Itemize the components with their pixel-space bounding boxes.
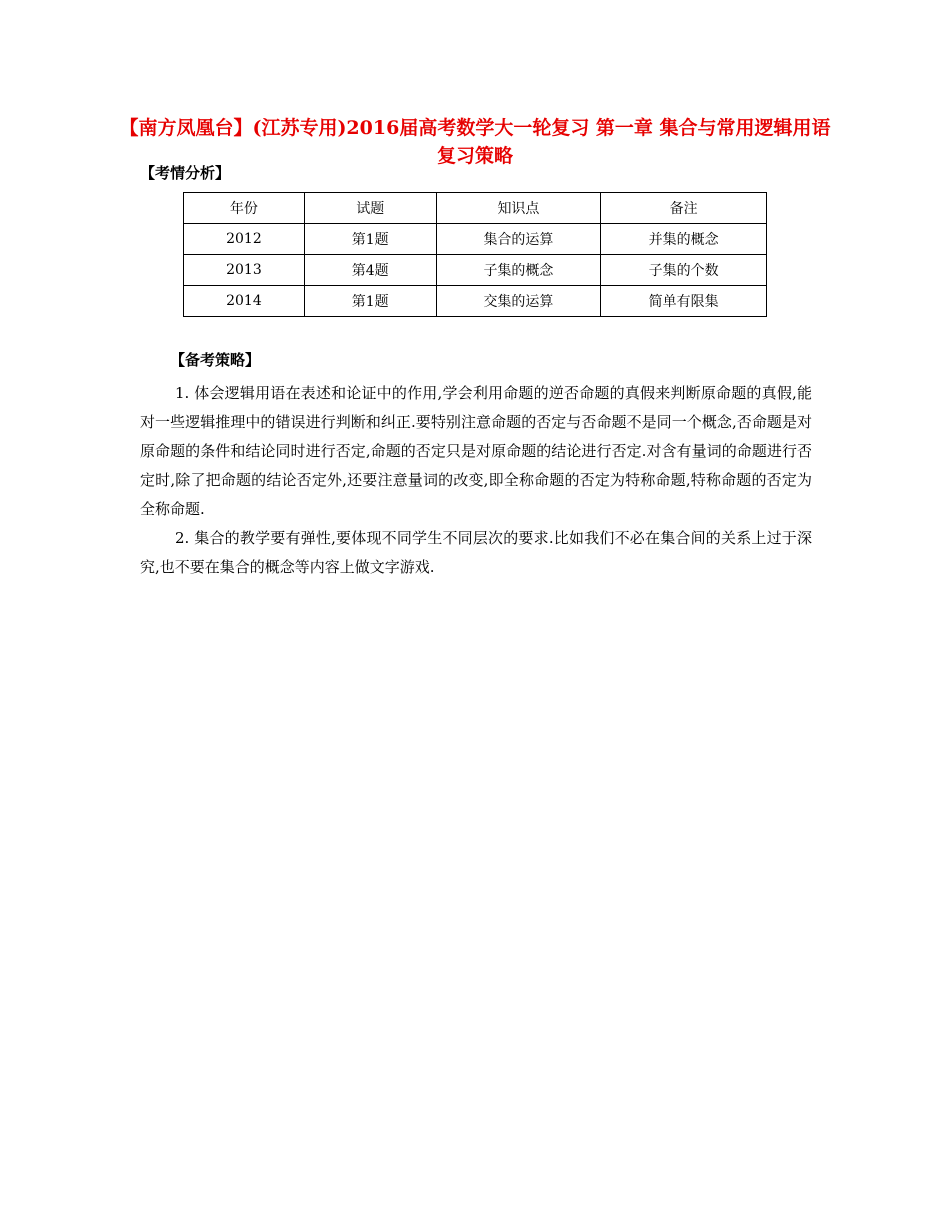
table-header-cell: 年份 — [184, 193, 305, 224]
section-heading-strategy: 【备考策略】 — [170, 351, 261, 369]
table-header-row — [184, 193, 767, 224]
table-row — [184, 255, 767, 286]
strategy-paragraph-1: 1. 体会逻辑用语在表述和论证中的作用,学会利用命题的逆否命题的真假来判断原命题的真假,能对一些逻辑推理中的错误进行判断和纠正.要特别注意命题的否定与否命题不是同一个概念,否命题是对原命题的条件和结论同时进行否定,命题的否定只是对原命题的结论进行否定.对含有量词的命题进行否定时,除了把命题的结论否定外,还要注意量词的改变,即全称命题的否定为特称命题,特称命题的否定为全称命题. — [140, 384, 812, 518]
table-cell: 2012 — [184, 224, 305, 255]
document-title: 【南方凤凰台】(江苏专用)2016届高考数学大一轮复习 第一章 集合与常用逻辑用语复习策略 — [119, 117, 831, 167]
table-cell: 交集的运算 — [436, 286, 601, 317]
table-cell: 子集的个数 — [601, 255, 767, 286]
table-cell: 子集的概念 — [436, 255, 601, 286]
section-heading-analysis: 【考情分析】 — [140, 164, 231, 182]
strategy-paragraph-2: 2. 集合的教学要有弹性,要体现不同学生不同层次的要求.比如我们不必在集合间的关系上过于深究,也不要在集合的概念等内容上做文字游戏. — [140, 529, 812, 576]
table-row — [184, 286, 767, 317]
table-cell: 简单有限集 — [601, 286, 767, 317]
table-cell: 并集的概念 — [601, 224, 767, 255]
table-row — [184, 224, 767, 255]
table-cell: 2014 — [184, 286, 305, 317]
exam-analysis-table — [183, 192, 767, 317]
table-cell: 2013 — [184, 255, 305, 286]
table-cell: 第4题 — [304, 255, 436, 286]
table-cell: 第1题 — [304, 224, 436, 255]
table-header-cell: 知识点 — [436, 193, 601, 224]
table-cell: 集合的运算 — [436, 224, 601, 255]
table-cell: 第1题 — [304, 286, 436, 317]
table-header-cell: 试题 — [304, 193, 436, 224]
table-header-cell: 备注 — [601, 193, 767, 224]
strategy-body — [140, 379, 812, 582]
